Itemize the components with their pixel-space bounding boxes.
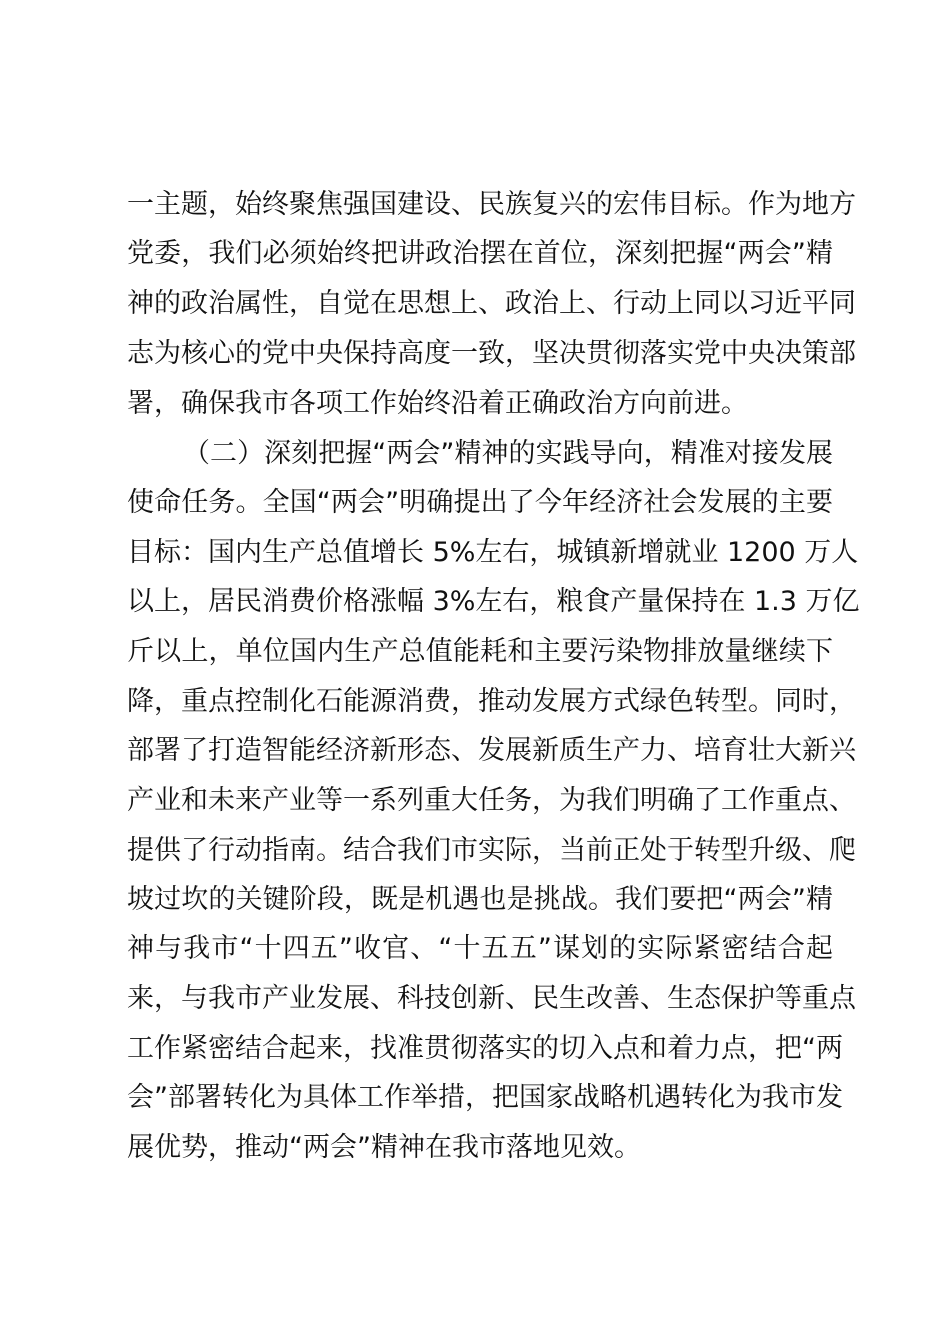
text-line: 志为核心的党中央保持高度一致，坚决贯彻落实党中央决策部 [127,338,856,369]
text-line: 部署了打造智能经济新形态、发展新质生产力、培育壮大新兴 [127,735,856,766]
text-line: 来，与我市产业发展、科技创新、民生改善、生态保护等重点 [127,983,856,1014]
text-line: 展优势，推动“两会”精神在我市落地见效。 [127,1132,641,1163]
text-line: 一主题，始终聚焦强国建设、民族复兴的宏伟目标。作为地方 [127,189,856,220]
text-line: 党委，我们必须始终把讲政治摆在首位，深刻把握“两会”精 [127,238,833,269]
text-line: 神与我市“十四五”收官、“十五五”谋划的实际紧密结合起 [127,933,833,964]
text-line: 提供了行动指南。结合我们市实际，当前正处于转型升级、爬 [127,835,856,866]
text-line: 坡过坎的关键阶段，既是机遇也是挑战。我们要把“两会”精 [127,884,833,915]
text-line: 降，重点控制化石能源消费，推动发展方式绿色转型。同时， [127,686,856,717]
text-line: 目标：国内生产总值增长 5%左右，城镇新增就业 1200 万人 [127,537,859,568]
text-line: 署，确保我市各项工作始终沿着正确政治方向前进。 [127,388,748,419]
text-line: 斤以上，单位国内生产总值能耗和主要污染物排放量继续下 [127,636,833,667]
text-line: 神的政治属性，自觉在思想上、政治上、行动上同以习近平同 [127,288,856,319]
text-line: 产业和未来产业等一系列重大任务，为我们明确了工作重点、 [127,785,856,816]
section-heading-line: （二）深刻把握“两会”精神的实践导向，精准对接发展 [183,438,833,469]
text-line: 工作紧密结合起来，找准贯彻落实的切入点和着力点，把“两 [127,1033,843,1064]
text-line: 以上，居民消费价格涨幅 3%左右，粮食产量保持在 1.3 万亿 [127,586,860,617]
text-line: 会”部署转化为具体工作举措，把国家战略机遇转化为我市发 [127,1082,843,1113]
text-line: 使命任务。全国“两会”明确提出了今年经济社会发展的主要 [127,487,833,518]
